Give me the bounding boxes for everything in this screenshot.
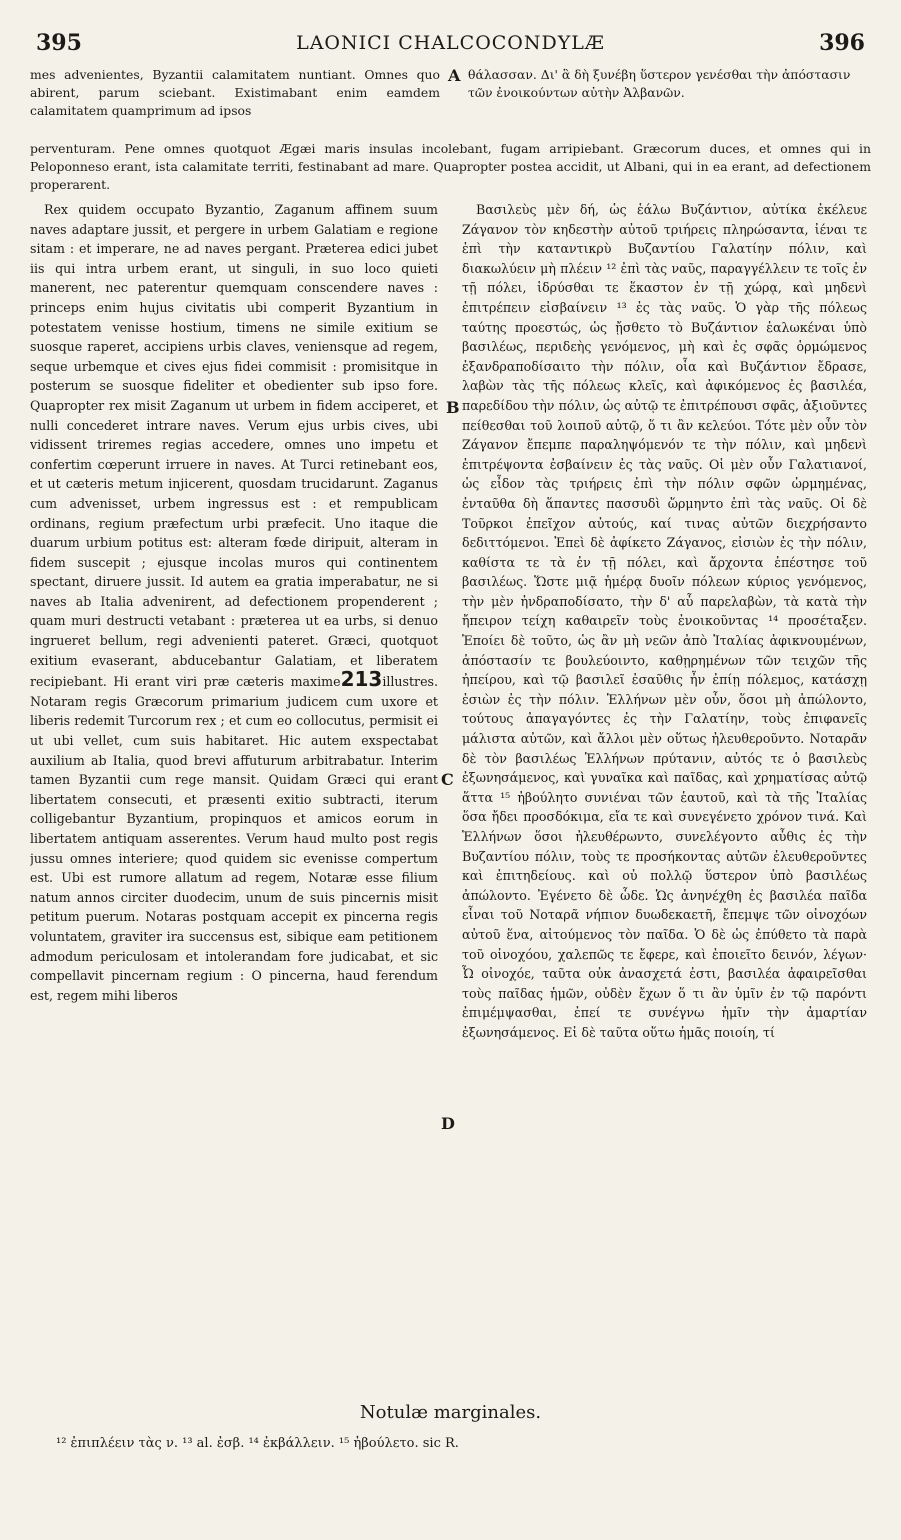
greek-column <box>462 200 867 1405</box>
inline-page-number: 213 <box>340 667 383 692</box>
page-number-right: 396 <box>819 30 865 56</box>
latin-text-part-1: Rex quidem occupato Byzantio, Zaganum affinem suum naves adaptare jussit, et pergere in urbem Galatiam e regione sitam : et imperare, ne ad naves pergant. Præterea edici jubet iis qui intra urbem erant, ut singuli, in suo loco quieti manerent, nec paterentur quemquam conscendere naves : princeps enim hujus civitatis ubi comperit Byzantium in potestatem venisse hostium, timens ne simile exitium se suosque raperet, accipiens urbis claves, veniensque ad regem, seque urbemque et cives ejus fidei commisit : promisitque in posterum se suosque fideliter et obedienter sub ipso fore. Quapropter rex misit Zaganum ut urbem in fidem acciperet, et nulli concederet intrare naves. Verum ejus urbis cives, ubi vidissent triremes regias accedere, omnes uno impetu et confertim cœperunt irruere in naves. At Turci retinebant eos, et ut cæteris metum injicerent, quosdam trucidarunt. Zaganus cum advenisset, urbem ingressus est : et rempublicam ordinans, regium præfectum urbi præfecit. Uno itaque die duarum urbium potitus est: alteram fœde diripuit, alteram in fidem suscepit ; ejusque incolas muros qui continentem spectant, diruere jussit. Id autem ea gratia imperabatur, ne si naves ab Italia advenirent, ad defectionem propenderent ; quam muri destructi vetabant : præterea ut ea urbs, si denuo ingrueret bellum, regi advenienti pateret. Græci, quotquot exitium evaserant, abducebantur Galatiam, et liberatem recipiebant. Hi erant viri præ cæteris maxime <box>30 202 438 690</box>
marginal-notes: ¹² ἐπιπλέειν τὰς ν. ¹³ al. ἐσβ. ¹⁴ ἐκβάλλειν. ¹⁵ ἠβούλετο. sic R. <box>56 1436 459 1451</box>
latin-text-part-2: illustres. Notaram regis Græcorum primarium judicem cum uxore et liberis redemit Turcorum rex ; et cum eo collocutus, permisit ei ut ubi vellet, cum suis habitaret. Hic autem exspectabat auxilium ab Italia, quod brevi affuturum arbitrabatur. Interim tamen Byzantii cum rege mansit. Quidam Græci qui erant libertatem consecuti, et præsenti exitio subtracti, iterum colligebantur Byzantium, propinquos et amicos eorum in libertatem antiquam asserentes. Verum haud multo post regis jussu omnes interiere; quod quidem sic evenisse compertum est. Ubi est rumore allatum ad regem, Notaræ esse filium natum annos circiter duodecim, unum de suis pincernis misit petitum puerum. Notaras postquam accepit ex pincerna regis voluntatem, graviter ira succensus est, sibique eam petitionem admodum periculosam et intolerandam fore judicabat, et sic compellavit pincernam regium : O pincerna, haud ferendum est, regem mihi liberos <box>30 674 438 1003</box>
page-number-left: 395 <box>36 30 82 56</box>
greek-paragraph: Βασιλεὺς μὲν δή, ὡς ἑάλω Βυζάντιον, αὐτίκα ἐκέλευε Ζάγανον τὸν κηδεστὴν αὐτοῦ τριήρεις πληρώσαντα, ἰέναι τε ἐπὶ τὴν καταντικρὺ Βυζαντίου Γαλατίην πόλιν, καὶ διακωλύειν μὴ πλέειν ¹² ἐπὶ τὰς ναῦς, παραγγέλλειν τε τοῖς ἐν τῇ πόλει, ἱδρύσθαι τε ἕκαστον ἐν τῇ χώρᾳ, καὶ μηδενὶ ἐπιτρέπειν εἰσβαίνειν ¹³ ἐς τὰς ναῦς. Ὁ γὰρ τῆς πόλεως ταύτης προεστώς, ὡς ᾔσθετο τὸ Βυζάντιον ἑαλωκέναι ὑπὸ βασιλέως, περιδεὴς γενόμενος, μὴ καὶ ἐς σφᾶς ὁρμώμενος ἐξανδραποδίσαιτο τὴν πόλιν, οἷα καὶ Βυζάντιον ἔδρασε, λαβὼν τὰς τῆς πόλεως κλεῖς, καὶ ἀφικόμενος ἐς βασιλέα, παρεδίδου τὴν πόλιν, ὡς αὐτῷ τε ἐπιτρέπουσι σφᾶς, ἀξιοῦντες πείθεσθαι τοῦ λοιποῦ αὐτῷ, ὅ τι ἂν κελεύοι. Τότε μὲν οὖν τὸν Ζάγανον ἔπεμπε παραληψόμενόν τε τὴν πόλιν, καὶ μηδενὶ ἐπιτρέψοντα ἐσβαίνειν ἐς τὰς ναῦς. Οἱ μὲν οὖν Γαλατιανοί, ὡς εἶδον τὰς τριήρεις ἐπὶ τὴν πόλιν σφῶν ὡρμημένας, ἐνταῦθα δὴ ἅπαντες πασσυδὶ ὥρμηντο ἐπὶ τὰς ναῦς. Οἱ δὲ Τοῦρκοι ἐπεῖχον αὐτούς, καί τινας αὐτῶν διεχρήσαντο δεδιττόμενοι. Ἐπεὶ δὲ ἀφίκετο Ζάγανος, εἰσιὼν ἐς τὴν πόλιν, καθίστα τε τὰ ἐν τῇ πόλει, καὶ ἄρχοντα ἐπέστησε τοῦ βασιλέως. Ὥστε μιᾷ ἡμέρᾳ δυοῖν πόλεων κύριος γενόμενος, τὴν μὲν ἠνδραποδίσατο, τὴν δ' αὖ παρελαβὼν, τὰ κατὰ τὴν ἤπειρον τείχη καθαιρεῖν τοὺς ἐνοικοῦντας ¹⁴ προσέταξεν. Ἐποίει δὲ τοῦτο, ὡς ἂν μὴ νεῶν ἀπὸ Ἰταλίας ἀφικνουμένων, ἀπόστασίν τε βουλεύοιντο, καθῃρημένων τῶν τειχῶν τῆς ἠπείρου, καὶ τῷ βασιλεῖ ἐσαῦθις ἦν ἐπίῃ πόλεμος, κατάσχῃ ἐσιὼν ἐς τὴν πόλιν. Ἑλλήνων μὲν οὖν, ὅσοι μὴ ἀπώλοντο, τούτους ἀπαγαγόντες ἐς τὴν Γαλατίην, τοὺς ἐπιφανεῖς μάλιστα αὐτῶν, καὶ ἄλλοι μὲν οὕτως ἠλευθεροῦντο. Νοταρᾶν δὲ τὸν βασιλέως Ἑλλήνων πρύτανιν, αὐτός τε ὁ βασιλεὺς ἐξωνησάμενος, καὶ γυναῖκα καὶ παῖδας, καὶ χρηματίσας αὐτῷ ἅττα ¹⁵ ἠβούλητο συνιέναι τῶν ἑαυτοῦ, καὶ τὰ τῆς Ἰταλίας ὅσα ἤδει προσδόκιμα, εἴα τε καὶ συνεγένετο χρόνον τινά. Καὶ Ἑλλήνων ὅσοι ἠλευθέρωντο, συνελέγοντο αὖθις ἐς τὴν Βυζαντίου πόλιν, τοὺς τε προσήκοντας αὐτῶν ἐλευθεροῦντες καὶ ἐπιτηδείους. καὶ οὐ πολλῷ ὕστερον ὑπὸ βασιλέως ἀπώλοντο. Ἐγένετο δὲ ὧδε. Ὡς ἀνηνέχθη ἐς βασιλέα παῖδα εἶναι τοῦ Νοταρᾶ νήπιον δυωδεκαετῆ, ἔπεμψε τῶν οἰνοχόων αὐτοῦ ἕνα, αἰτούμενος τὸν παῖδα. Ὁ δὲ ὡς ἐπύθετο τὰ παρὰ τοῦ οἰνοχόου, χαλεπῶς τε ἔφερε, καὶ ἐποιεῖτο δεινόν, λέγων· Ὦ οἰνοχόε, ταῦτα οὐκ ἀνασχετά ἐστι, βασιλέα ἀφαιρεῖσθαι τοὺς παῖδας ἡμῶν, οὐδὲν ἔχων ὅ τι ἂν ὑμῖν ἐν τῷ παρόντι ἐπιμέμψασθαι, ἐπεί τε συνέγνω ἡμῖν τὴν ἁμαρτίαν ἐξωνησάμενος. Εἰ δὲ ταῦτα οὕτω ἡμᾶς ποιοίη, τί <box>462 202 867 1040</box>
notes-title: Notulæ marginales. <box>359 1402 542 1423</box>
section-marker-a: A <box>448 66 461 85</box>
section-marker-d: D <box>441 1114 455 1133</box>
greek-continuation: θάλασσαν. Δι' ἃ δὴ ξυνέβη ὕστερον γενέσθαι τὴν ἀπόστασιν τῶν ἐνοικούντων αὐτὴν Ἀλβανῶν. <box>468 67 851 100</box>
section-marker-c: C <box>441 770 454 789</box>
running-title: LAONICI CHALCOCONDYLÆ <box>296 32 605 54</box>
latin-paragraph <box>30 200 438 1005</box>
section-marker-b: B <box>446 398 460 417</box>
latin-continuation: mes advenientes, Byzantii calamitatem nuntiant. Omnes quo abirent, parum sciebant. Existimabant enim eamdem calamitatem quamprimum ad ipsos <box>30 67 440 118</box>
latin-full-width-text: perventuram. Pene omnes quotquot Ægæi maris insulas incolebant, fugam arripiebant. Græcorum duces, et omnes qui in Peloponneso erant, ista calamitate territi, festinabant ad mare. Quapropter postea accidit, ut Albani, qui in ea erant, ad defectionem properarent. <box>30 141 871 192</box>
page-header <box>36 30 865 62</box>
latin-column <box>30 200 438 1405</box>
